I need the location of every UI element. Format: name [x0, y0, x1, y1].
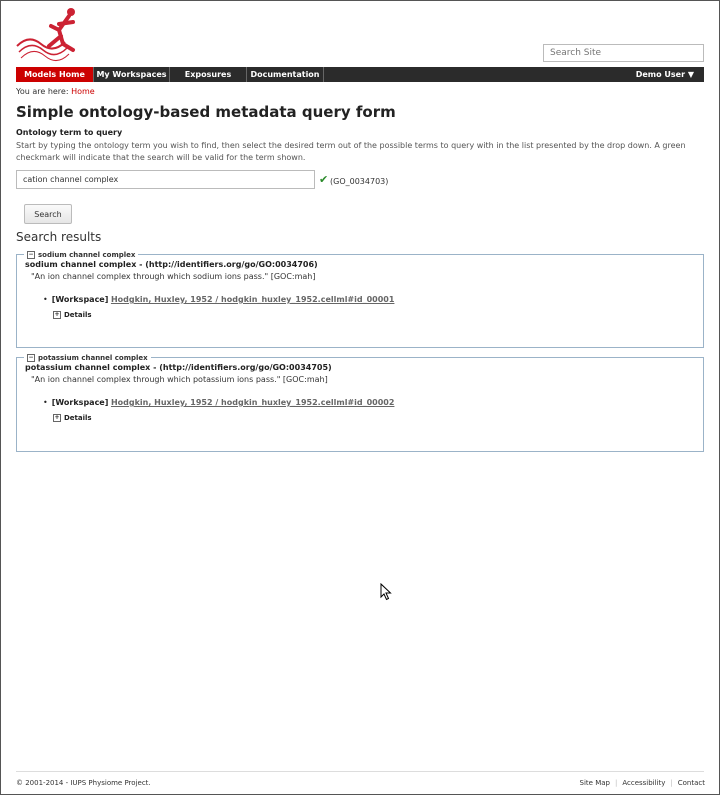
user-menu[interactable]: [636, 67, 694, 82]
details-label: Details: [64, 311, 92, 319]
nav-models-home[interactable]: Models Home: [16, 67, 94, 82]
footer-separator: |: [614, 779, 618, 787]
main-nav: [16, 67, 704, 82]
go-id-label: (GO_0034703): [330, 177, 389, 186]
site-search-input[interactable]: [543, 44, 704, 62]
result-list-item: [43, 398, 394, 407]
result-fieldset: [16, 251, 704, 348]
workspace-label: [Workspace]: [51, 295, 109, 304]
result-title: potassium channel complex - (http://identifiers.org/go/GO:0034705): [25, 363, 332, 372]
workspace-label: [Workspace]: [51, 398, 109, 407]
nav-my-workspaces[interactable]: My Workspaces: [94, 67, 170, 82]
details-label: Details: [64, 414, 92, 422]
result-fieldset: [16, 354, 704, 452]
result-legend[interactable]: [24, 250, 138, 260]
expand-icon[interactable]: +: [54, 311, 60, 318]
result-title: sodium channel complex - (http://identifiers.org/go/GO:0034706): [25, 260, 318, 269]
workspace-link[interactable]: Hodgkin, Huxley, 1952 / hodgkin_huxley_1952.cellml#id_00001: [110, 295, 395, 304]
result-definition: "An ion channel complex through which potassium ions pass." [GOC:mah]: [31, 375, 328, 384]
footer-link-site-map[interactable]: Site Map: [579, 779, 610, 787]
caret-down-icon: ▼: [687, 70, 694, 79]
collapse-icon[interactable]: −: [28, 354, 34, 361]
details-toggle[interactable]: [53, 311, 92, 319]
result-legend[interactable]: [24, 353, 151, 363]
nav-documentation[interactable]: Documentation: [247, 67, 324, 82]
footer-separator: |: [670, 779, 673, 787]
footer-links: [580, 779, 705, 787]
user-name: Demo User: [635, 70, 686, 79]
details-toggle[interactable]: [53, 414, 92, 422]
footer-copyright: © 2001-2014 - IUPS Physiome Project.: [16, 779, 151, 787]
footer-link-contact[interactable]: Contact: [677, 779, 705, 787]
mouse-pointer-icon: [380, 583, 392, 605]
result-list-item: [43, 295, 394, 304]
breadcrumb: [16, 87, 95, 96]
footer-divider: [16, 771, 704, 772]
footer-link-accessibility[interactable]: Accessibility: [622, 779, 666, 787]
field-label: Ontology term to query: [16, 128, 123, 137]
checkmark-icon: ✔: [319, 173, 329, 186]
result-legend-label: sodium channel complex: [38, 251, 136, 259]
bullet-icon: •: [43, 295, 48, 304]
breadcrumb-prefix: You are here:: [16, 87, 69, 96]
search-button[interactable]: Search: [24, 204, 72, 224]
ontology-term-input[interactable]: [16, 170, 315, 189]
result-legend-label: potassium channel complex: [38, 354, 148, 362]
results-heading: Search results: [16, 230, 102, 244]
workspace-link[interactable]: Hodgkin, Huxley, 1952 / hodgkin_huxley_1952.cellml#id_00002: [110, 398, 395, 407]
page-title: Simple ontology-based metadata query form: [16, 103, 396, 121]
bullet-icon: •: [43, 398, 48, 407]
collapse-icon[interactable]: −: [28, 251, 34, 258]
physiome-logo[interactable]: [15, 6, 81, 64]
help-text: Start by typing the ontology term you wish to find, then select the desired term out of the possible terms to query with in the list presented by the drop down. A green checkmark will indicate that the search will be valid for the term shown.: [16, 141, 686, 162]
nav-exposures[interactable]: Exposures: [170, 67, 247, 82]
expand-icon[interactable]: +: [54, 414, 60, 421]
result-definition: "An ion channel complex through which sodium ions pass." [GOC:mah]: [31, 272, 316, 281]
breadcrumb-home-link[interactable]: Home: [71, 87, 95, 96]
